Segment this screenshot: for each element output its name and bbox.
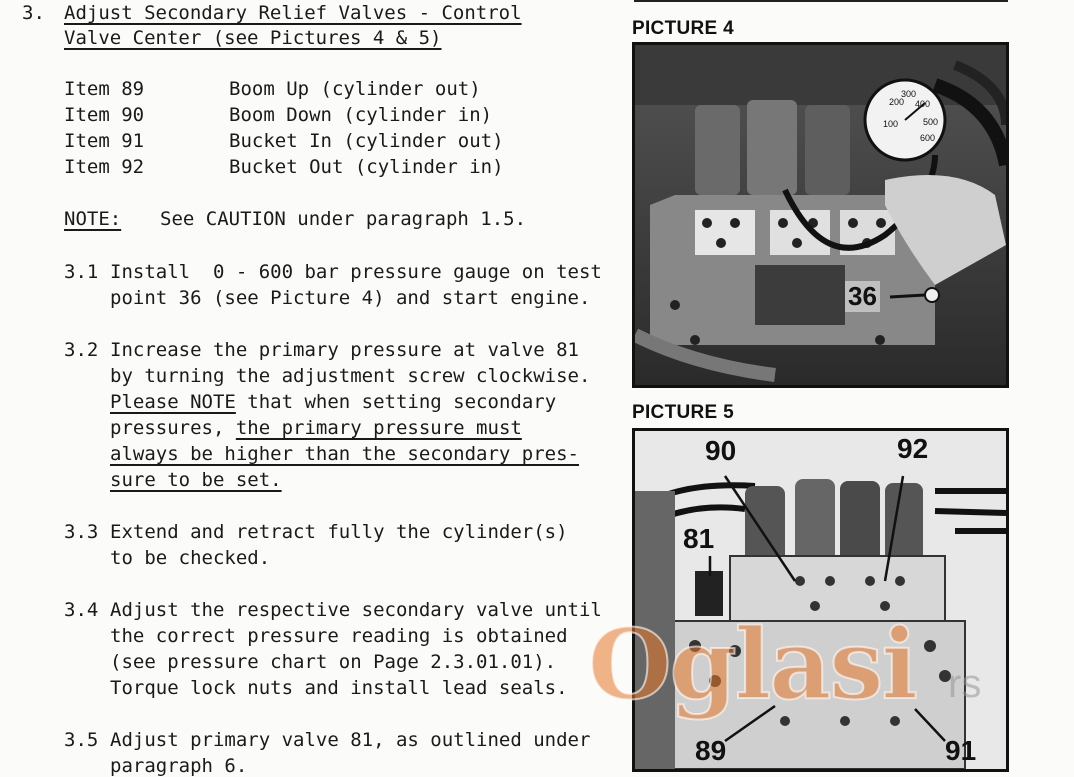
step-emphasis: the primary pressure must <box>235 417 522 439</box>
gauge-tick-label: 100 <box>883 119 899 129</box>
step-text: by turning the adjustment screw clockwise. <box>110 365 591 387</box>
please-note-emphasis: Please NOTE <box>110 391 236 413</box>
step-text: Adjust the respective secondary valve until <box>110 599 602 621</box>
step-emphasis: sure to be set. <box>110 469 282 491</box>
picture4-illustration <box>635 45 1006 385</box>
gauge-tick-label: 300 <box>901 89 917 99</box>
note-label: NOTE: <box>64 208 122 230</box>
step-text: that when setting secondary <box>235 391 557 413</box>
callout-81: 81 <box>683 523 715 554</box>
picture4-caption: PICTURE 4 <box>632 18 734 39</box>
step-text-row <box>110 391 556 413</box>
step-text-row <box>110 417 522 439</box>
item-description: Bucket In (cylinder out) <box>229 130 504 152</box>
step-number: 3.2 <box>64 339 99 361</box>
item-number: Item 89 <box>64 78 145 100</box>
step-emphasis: always be higher than the secondary pres- <box>110 443 579 465</box>
gauge-tick-label: 600 <box>920 133 936 143</box>
watermark-logo: Oglasi <box>588 608 916 721</box>
step-text: Extend and retract fully the cylinder(s) <box>110 521 568 543</box>
step-text: Torque lock nuts and install lead seals. <box>110 677 568 699</box>
top-rule <box>634 0 1008 2</box>
step-text: pressures, <box>110 417 236 439</box>
section-title-line1: Adjust Secondary Relief Valves - Control <box>64 2 522 24</box>
step-text: paragraph 6. <box>110 755 248 777</box>
note-text: See CAUTION under paragraph 1.5. <box>160 208 527 230</box>
gauge-tick-label: 400 <box>915 99 931 109</box>
item-description: Boom Down (cylinder in) <box>229 104 493 126</box>
picture5-caption: PICTURE 5 <box>632 402 734 423</box>
step-text: the correct pressure reading is obtained <box>110 625 568 647</box>
item-number: Item 91 <box>64 130 145 152</box>
section-number: 3. <box>22 2 45 24</box>
callout-36: 36 <box>845 281 880 312</box>
item-description: Bucket Out (cylinder in) <box>229 156 504 178</box>
callout-91: 91 <box>945 735 977 766</box>
watermark-suffix: rs <box>948 662 982 706</box>
callout-92: 92 <box>897 433 929 464</box>
section-title-line2: Valve Center (see Pictures 4 & 5) <box>64 27 442 49</box>
step-text: to be checked. <box>110 547 271 569</box>
item-number: Item 90 <box>64 104 145 126</box>
gauge-tick-label: 500 <box>923 117 939 127</box>
step-number: 3.1 <box>64 261 99 283</box>
callout-90: 90 <box>705 435 737 466</box>
step-text: Adjust primary valve 81, as outlined under <box>110 729 591 751</box>
step-number: 3.5 <box>64 729 99 751</box>
gauge-tick-label: 200 <box>889 97 905 107</box>
item-number: Item 92 <box>64 156 145 178</box>
step-text: Increase the primary pressure at valve 81 <box>110 339 579 361</box>
step-number: 3.3 <box>64 521 99 543</box>
step-text: (see pressure chart on Page 2.3.01.01). <box>110 651 557 673</box>
step-text: point 36 (see Picture 4) and start engine. <box>110 287 591 309</box>
callout-89: 89 <box>695 735 727 766</box>
step-number: 3.4 <box>64 599 99 621</box>
step-text: Install 0 - 600 bar pressure gauge on test <box>110 261 602 283</box>
picture4-photo <box>632 42 1009 388</box>
item-description: Boom Up (cylinder out) <box>229 78 481 100</box>
